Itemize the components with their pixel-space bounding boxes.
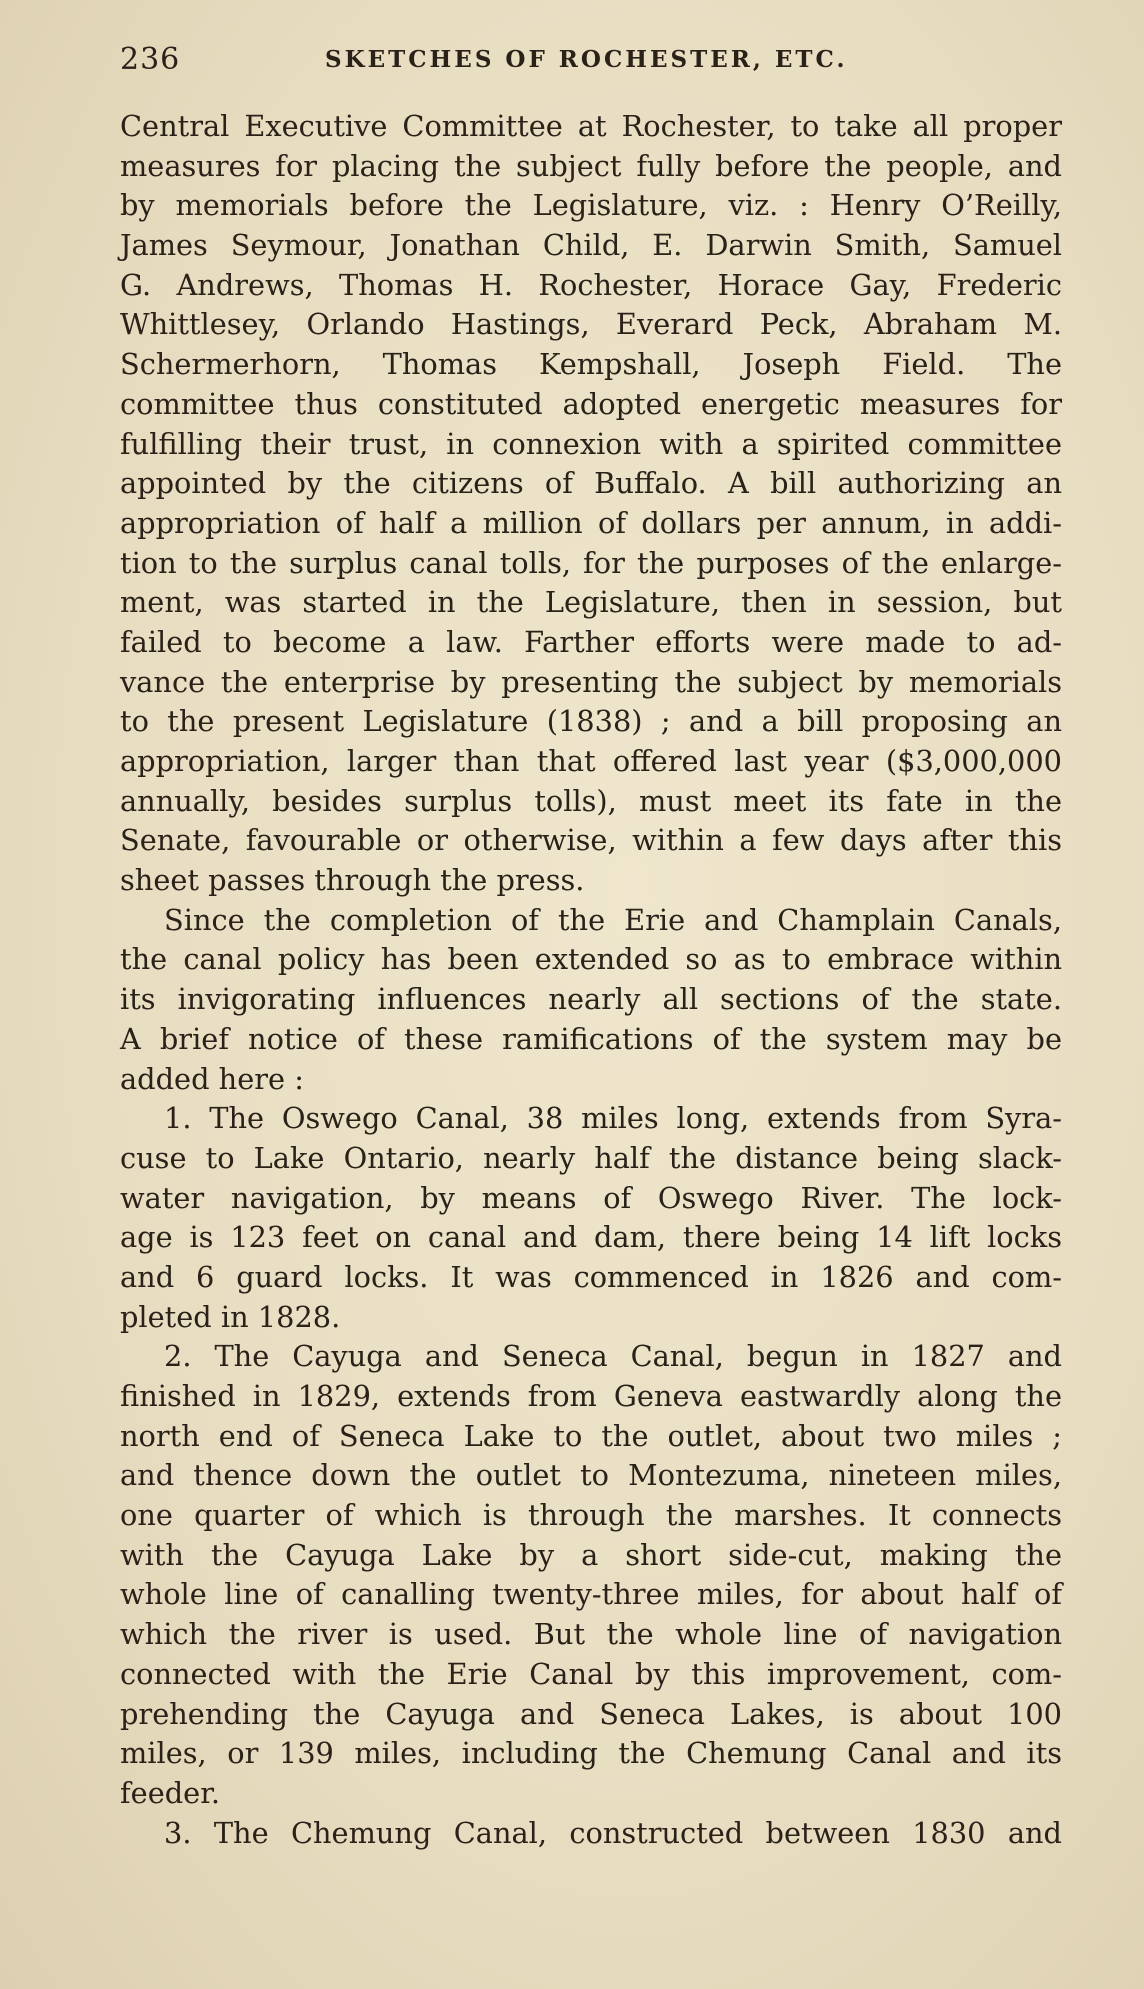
text-line: and thence down the outlet to Montezuma, nineteen miles,	[120, 1458, 1062, 1493]
text-line: measures for placing the subject fully before the people, and	[120, 148, 1062, 183]
text-line: appointed by the citizens of Buffalo. A bill authorizing an	[120, 466, 1062, 501]
text-line: with the Cayuga Lake by a short side-cut, making the	[120, 1537, 1062, 1572]
text-line: water navigation, by means of Oswego River. The lock-	[120, 1180, 1062, 1215]
text-line: Schermerhorn, Thomas Kempshall, Joseph Field. The	[120, 347, 1062, 382]
text-line: ment, was started in the Legislature, then in session, but	[120, 585, 1062, 620]
text-line: the canal policy has been extended so as to embrace within	[120, 942, 1062, 977]
text-line: sheet passes through the press.	[120, 863, 585, 898]
text-line: Since the completion of the Erie and Champlain Canals,	[164, 902, 1062, 937]
text-line: by memorials before the Legislature, viz. : Henry O’Reilly,	[120, 188, 1062, 223]
text-line: 2. The Cayuga and Seneca Canal, begun in 1827 and	[164, 1339, 1062, 1374]
body-text	[120, 107, 1062, 1853]
text-line: 1. The Oswego Canal, 38 miles long, extends from Syra-	[164, 1101, 1062, 1136]
text-line: vance the enterprise by presenting the subject by memorials	[120, 664, 1062, 699]
text-line: whole line of canalling twenty-three miles, for about half of	[120, 1577, 1062, 1612]
running-head: SKETCHES OF ROCHESTER, ETC.	[325, 46, 848, 73]
text-line: Whittlesey, Orlando Hastings, Everard Peck, Abraham M.	[120, 307, 1062, 342]
text-line: added here :	[120, 1061, 304, 1096]
text-line: James Seymour, Jonathan Child, E. Darwin Smith, Samuel	[120, 228, 1062, 263]
text-line: to the present Legislature (1838) ; and a bill proposing an	[120, 704, 1062, 739]
text-line: G. Andrews, Thomas H. Rochester, Horace Gay, Frederic	[120, 267, 1062, 302]
text-line: Senate, favourable or otherwise, within a few days after this	[120, 823, 1062, 858]
text-line: failed to become a law. Farther efforts were made to ad-	[120, 624, 1062, 659]
text-line: feeder.	[120, 1775, 220, 1810]
text-line: age is 123 feet on canal and dam, there being 14 lift locks	[120, 1220, 1062, 1255]
text-line: pleted in 1828.	[120, 1299, 341, 1334]
text-line: miles, or 139 miles, including the Chemung Canal and its	[120, 1736, 1062, 1771]
text-line: appropriation of half a million of dollars per annum, in addi-	[120, 505, 1062, 540]
text-line: A brief notice of these ramifications of the system may be	[120, 1021, 1062, 1056]
text-line: 3. The Chemung Canal, constructed between 1830 and	[164, 1815, 1062, 1850]
text-line: annually, besides surplus tolls), must meet its fate in the	[120, 783, 1062, 818]
text-line: finished in 1829, extends from Geneva eastwardly along the	[120, 1379, 1062, 1413]
text-line: its invigorating influences nearly all sections of the state.	[120, 982, 1062, 1017]
text-line: north end of Seneca Lake to the outlet, about two miles ;	[120, 1418, 1062, 1453]
text-line: and 6 guard locks. It was commenced in 1826 and com-	[120, 1259, 1062, 1294]
text-line: connected with the Erie Canal by this improvement, com-	[120, 1656, 1062, 1691]
text-line: fulfilling their trust, in connexion with a spirited committee	[120, 426, 1062, 461]
text-line: tion to the surplus canal tolls, for the purposes of the enlarge-	[120, 545, 1062, 580]
text-line: appropriation, larger than that offered last year ($3,000,000	[120, 744, 1062, 778]
text-line: committee thus constituted adopted energetic measures for	[120, 386, 1062, 421]
page-header	[120, 42, 1060, 82]
text-line: cuse to Lake Ontario, nearly half the distance being slack-	[120, 1140, 1062, 1175]
text-line: Central Executive Committee at Rochester, to take all proper	[120, 109, 1062, 143]
text-line: which the river is used. But the whole line of navigation	[120, 1617, 1062, 1652]
text-line: prehending the Cayuga and Seneca Lakes, is about 100	[120, 1696, 1062, 1731]
text-line: one quarter of which is through the marshes. It connects	[120, 1498, 1062, 1533]
page-number: 236	[120, 42, 181, 77]
